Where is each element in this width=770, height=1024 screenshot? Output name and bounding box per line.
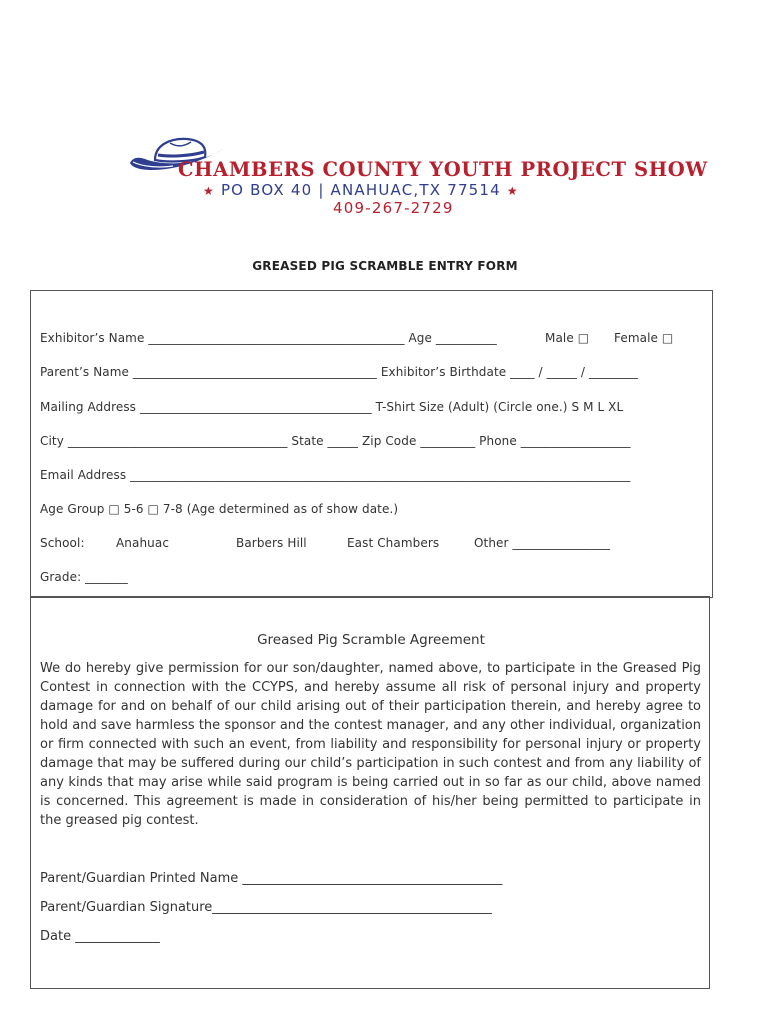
- school-label: School:: [40, 536, 85, 550]
- entry-form-box: [30, 290, 713, 598]
- email-address-field[interactable]: Email Address __________________________________________________________________________________: [40, 468, 631, 482]
- parent-name-birthdate-field[interactable]: Parent’s Name ________________________________________ Exhibitor’s Birthdate ____ / _____ / ________: [40, 365, 638, 379]
- agreement-body: We do hereby give permission for our son/daughter, named above, to participate in the Greased Pig Contest in connection with the CCYPS, and hereby assume all risk of personal injury and property damage for and on behalf of our child arising out of their participation therein, and hereby agree to hold and save harmless the sponsor and the contest manager, and any other individual, organization or firm connected with such an event, from liability and responsibility for personal injury or property damage that may be suffered during our child’s participation in such contest and from any liability of any kinds that may arise while said program is being carried out in so far as our child, above named is concerned. This agreement is made in consideration of his/her being permitted to participate in the greased pig contest.: [40, 661, 701, 828]
- agreement-title: Greased Pig Scramble Agreement: [257, 632, 485, 648]
- school-option-barbers-hill[interactable]: Barbers Hill: [236, 536, 307, 550]
- school-option-east-chambers[interactable]: East Chambers: [347, 536, 440, 550]
- signature-field[interactable]: Parent/Guardian Signature___________________________________________: [40, 900, 492, 915]
- city-state-zip-phone-field[interactable]: City ____________________________________ State _____ Zip Code _________ Phone __________________: [40, 434, 631, 448]
- ccyps-logo: [125, 135, 708, 225]
- printed-name-field[interactable]: Parent/Guardian Printed Name ________________________________________: [40, 871, 503, 886]
- org-address: PO BOX 40 | ANAHUAC,TX 77514: [220, 181, 501, 199]
- star-icon: ★: [506, 184, 519, 198]
- school-option-anahuac[interactable]: Anahuac: [116, 536, 170, 550]
- form-title: GREASED PIG SCRAMBLE ENTRY FORM: [252, 259, 518, 273]
- exhibitor-name-age-field[interactable]: Exhibitor’s Name __________________________________________ Age __________: [40, 331, 497, 345]
- age-group-field[interactable]: Age Group □ 5-6 □ 7-8 (Age determined as of show date.): [40, 502, 399, 516]
- school-other-field[interactable]: Other ________________: [474, 536, 611, 550]
- grade-field[interactable]: Grade: _______: [40, 570, 128, 584]
- star-icon: ★: [203, 184, 215, 198]
- org-phone: 409-267-2729: [333, 199, 454, 217]
- female-checkbox[interactable]: Female □: [614, 331, 674, 345]
- date-field[interactable]: Date _____________: [40, 929, 160, 944]
- mailing-address-tshirt-field[interactable]: Mailing Address ______________________________________ T-Shirt Size (Adult) (Circle one.) S M L XL: [40, 400, 624, 414]
- male-checkbox[interactable]: Male □: [545, 331, 590, 345]
- org-title: CHAMBERS COUNTY YOUTH PROJECT SHOW: [178, 158, 708, 181]
- org-address-line: [203, 181, 519, 199]
- agreement-box: [30, 596, 710, 989]
